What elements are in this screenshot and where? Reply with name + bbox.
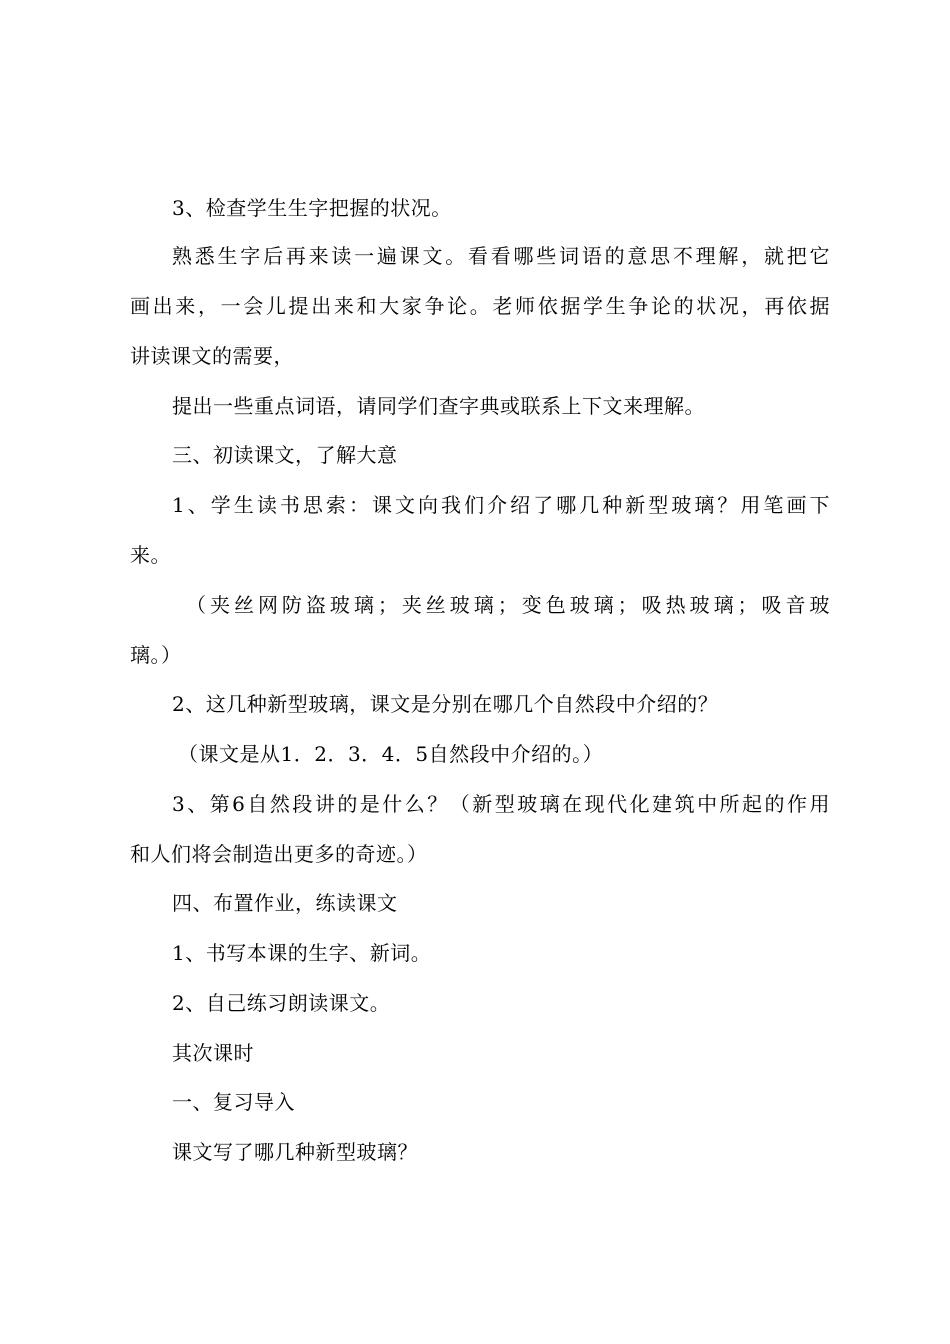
paragraph-student-reading-line-2: 来。 xyxy=(130,543,171,567)
paragraph-glass-types-line-2: 璃。） xyxy=(130,643,182,667)
paragraph-student-reading-line-1: 1、学生读书思索：课文向我们介绍了哪几种新型玻璃？用笔画下 xyxy=(172,493,830,517)
section-heading-review: 一、复习导入 xyxy=(172,1090,295,1114)
paragraph-paragraph-answer: （课文是从1．2．3．4．5自然段中介绍的。） xyxy=(178,742,604,766)
paragraph-read-text-line-2: 画出来，一会儿提出来和大家争论。老师依据学生争论的状况，再依据 xyxy=(130,294,830,318)
section-heading-homework: 四、布置作业，练读课文 xyxy=(172,891,398,915)
paragraph-review-question: 课文写了哪几种新型玻璃？ xyxy=(172,1140,418,1164)
paragraph-read-text-line-1: 熟悉生字后再来读一遍课文。看看哪些词语的意思不理解，就把它 xyxy=(172,244,830,268)
paragraph-read-text-line-3: 讲读课文的需要， xyxy=(130,344,294,368)
list-item-read-aloud: 2、自己练习朗读课文。 xyxy=(172,991,391,1015)
list-item-write-words: 1、书写本课的生字、新词。 xyxy=(172,941,432,965)
paragraph-sixth-paragraph-line-2: 和人们将会制造出更多的奇迹。） xyxy=(130,842,428,866)
paragraph-glass-types-line-1: （夹丝网防盗玻璃；夹丝玻璃；变色玻璃；吸热玻璃；吸音玻 xyxy=(186,593,830,617)
paragraph-paragraph-question: 2、这几种新型玻璃，课文是分别在哪几个自然段中介绍的？ xyxy=(172,692,719,716)
paragraph-sixth-paragraph-line-1: 3、第6自然段讲的是什么？（新型玻璃在现代化建筑中所起的作用 xyxy=(172,792,830,816)
paragraph-key-words: 提出一些重点词语，请同学们查字典或联系上下文来理解。 xyxy=(172,394,705,418)
section-heading-first-reading: 三、初读课文，了解大意 xyxy=(172,443,398,467)
section-heading-second-lesson: 其次课时 xyxy=(172,1041,254,1065)
paragraph-check-characters: 3、检查学生生字把握的状况。 xyxy=(172,196,452,220)
